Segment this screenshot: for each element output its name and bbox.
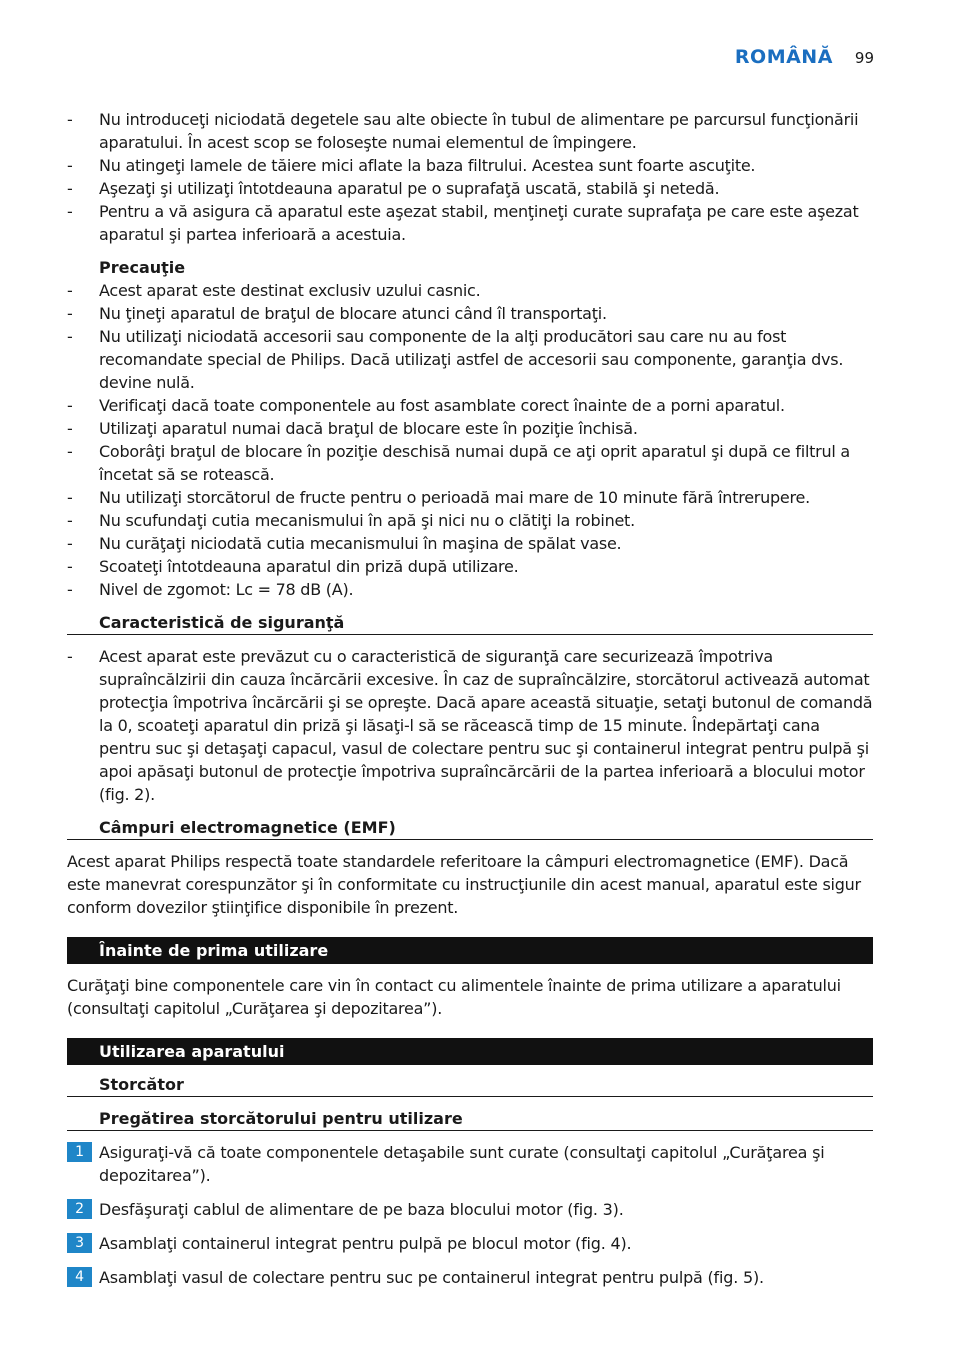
- step-item: [67, 1266, 873, 1289]
- language-label: ROMÂNĂ: [734, 46, 833, 68]
- list-item: - Nu atingeţi lamele de tăiere mici aflate la baza filtrului. Acestea sunt foarte ascuţite.: [67, 156, 756, 175]
- list-item: - Scoateţi întotdeauna aparatul din priză după utilizare.: [67, 557, 519, 576]
- page-header: [735, 46, 874, 68]
- page-content: [67, 108, 873, 1289]
- step-number-badge: 4: [67, 1267, 92, 1287]
- list-item: - Nivel de zgomot: Lc = 78 dB (A).: [67, 580, 354, 599]
- safety-list: [67, 645, 873, 806]
- list-item: - Pentru a vă asigura că aparatul este aşezat stabil, menţineţi curate suprafaţa pe care este aşezat aparatul şi partea inferioară a acestuia.: [67, 202, 859, 244]
- step-item: [67, 1198, 873, 1221]
- list-item: - Coborâţi braţul de blocare în poziţie deschisă numai după ce aţi oprit aparatul şi după ce filtrul a încetat să se rotească.: [67, 442, 850, 484]
- list-item: - Nu utilizaţi niciodată accesorii sau componente de la alţi producători sau care nu au fost recomandate special de Philips. Dacă utilizaţi astfel de accesorii sau componente, garanţia dvs. devine nulă.: [67, 327, 844, 392]
- warning-list: [67, 108, 873, 246]
- step-item: [67, 1141, 873, 1187]
- list-item: - Nu introduceţi niciodată degetele sau alte obiecte în tubul de alimentare pe parcursul funcţionării aparatului. În acest scop se foloseşte numai elementul de împingere.: [67, 110, 859, 152]
- list-item: - Nu scufundaţi cutia mecanismului în apă şi nici nu o clătiţi la robinet.: [67, 511, 635, 530]
- list-item: - Verificaţi dacă toate componentele au fost asamblate corect înainte de a porni aparatul.: [67, 396, 785, 415]
- juicer-heading: Storcător: [67, 1073, 873, 1097]
- step-text: Asiguraţi-vă că toate componentele detaşabile sunt curate (consultaţi capitolul „Curăţarea şi depozitarea”).: [99, 1143, 825, 1185]
- page-number: 99: [854, 49, 874, 67]
- preparation-heading: Pregătirea storcătorului pentru utilizare: [67, 1107, 873, 1131]
- step-number-badge: 2: [67, 1199, 92, 1219]
- caution-heading: Precauţie: [99, 258, 186, 277]
- list-item: - Nu utilizaţi storcătorul de fructe pentru o perioadă mai mare de 10 minute fără întrerupere.: [67, 488, 810, 507]
- step-number-badge: 3: [67, 1233, 92, 1253]
- list-item: - Nu ţineţi aparatul de braţul de blocare atunci când îl transportaţi.: [67, 304, 607, 323]
- section-bar-using: Utilizarea aparatului: [67, 1038, 873, 1065]
- emf-paragraph: Acest aparat Philips respectă toate standardele referitoare la câmpuri electromagnetice (EMF). Dacă este manevrat corespunzător şi în conformitate cu instrucţiunile din acest manual, aparatul este sigur conform dovezilor ştiinţifice disponibile în prezent.: [67, 852, 861, 917]
- steps-list: [67, 1141, 873, 1289]
- step-text: Desfăşuraţi cablul de alimentare de pe baza blocului motor (fig. 3).: [99, 1200, 624, 1219]
- emf-heading: Câmpuri electromagnetice (EMF): [67, 816, 873, 840]
- step-text: Asamblaţi containerul integrat pentru pulpă pe blocul motor (fig. 4).: [99, 1234, 632, 1253]
- section-bar-before-first-use: Înainte de prima utilizare: [67, 937, 873, 964]
- list-item: - Nu curăţaţi niciodată cutia mecanismului în maşina de spălat vase.: [67, 534, 622, 553]
- safety-heading: Caracteristică de siguranţă: [67, 611, 873, 635]
- step-item: [67, 1232, 873, 1255]
- step-text: Asamblaţi vasul de colectare pentru suc pe containerul integrat pentru pulpă (fig. 5).: [99, 1268, 764, 1287]
- caution-list: [67, 279, 873, 601]
- list-item: - Acest aparat este prevăzut cu o caracteristică de siguranţă care securizează împotriva supraîncălzirii din cauza încărcării excesive. În caz de supraîncălzire, storcătorul activează automat protecţia împotriva încărcării şi se opreşte. Dacă apare această situaţie, setaţi butonul de comandă la 0, scoateţi aparatul din priză şi lăsaţi-l să se răcească timp de 15 minute. Îndepărtaţi cana pentru suc şi detaşaţi capacul, vasul de colectare pentru suc şi containerul integrat pentru pulpă şi apoi apăsaţi butonul de protecţie împotriva supraîncărcării de la partea inferioară a blocului motor (fig. 2).: [67, 647, 873, 804]
- list-item: - Acest aparat este destinat exclusiv uzului casnic.: [67, 281, 481, 300]
- list-item: - Aşezaţi şi utilizaţi întotdeauna aparatul pe o suprafaţă uscată, stabilă şi netedă.: [67, 179, 720, 198]
- before-first-use-paragraph: Curăţaţi bine componentele care vin în contact cu alimentele înainte de prima utilizare a aparatului (consultaţi capitolul „Curăţarea şi depozitarea”).: [67, 976, 841, 1018]
- list-item: - Utilizaţi aparatul numai dacă braţul de blocare este în poziţie închisă.: [67, 419, 638, 438]
- step-number-badge: 1: [67, 1142, 92, 1162]
